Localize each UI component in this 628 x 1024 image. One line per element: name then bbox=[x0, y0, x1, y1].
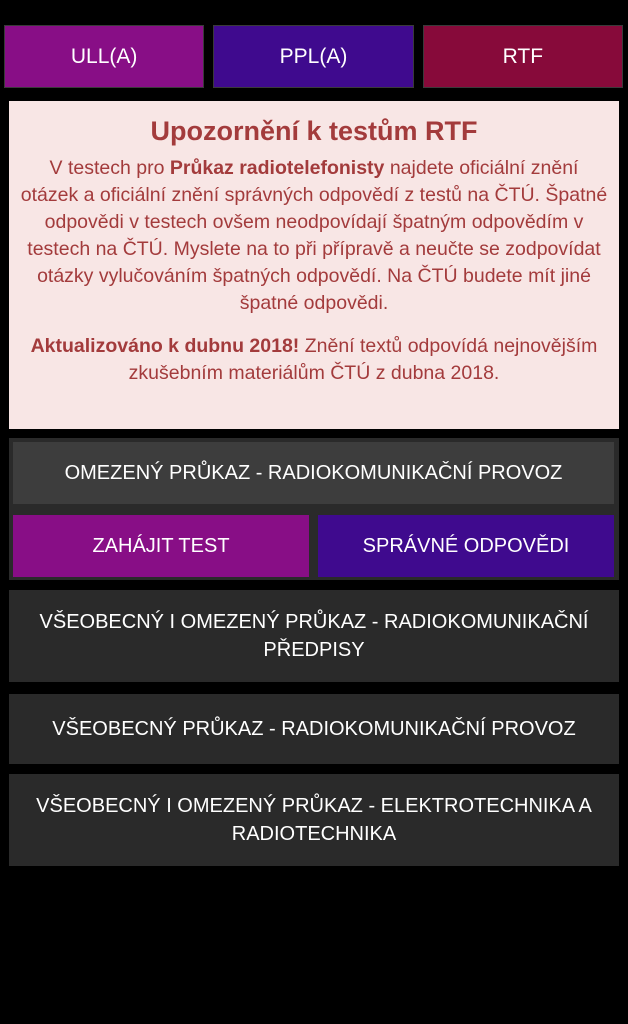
section-header-omezeny-provoz[interactable]: OMEZENÝ PRŮKAZ - RADIOKOMUNIKAČNÍ PROVOZ bbox=[13, 442, 614, 504]
tab-ppl-a[interactable]: PPL(A) bbox=[213, 25, 413, 88]
notice-title: Upozornění k testům RTF bbox=[150, 116, 478, 146]
list-item-predpisy[interactable]: VŠEOBECNÝ I OMEZENÝ PRŮKAZ - RADIOKOMUNIKAČNÍ PŘEDPISY bbox=[9, 590, 619, 682]
notice-body bbox=[19, 155, 609, 317]
start-test-button[interactable]: ZAHÁJIT TEST bbox=[13, 515, 309, 577]
notice-body-text-start: V testech pro bbox=[49, 157, 170, 179]
section-actions bbox=[13, 515, 614, 577]
rtf-notice-panel bbox=[9, 101, 619, 429]
tab-ull-a[interactable]: ULL(A) bbox=[4, 25, 204, 88]
correct-answers-button[interactable]: SPRÁVNÉ ODPOVĚDI bbox=[318, 515, 614, 577]
tab-rtf[interactable]: RTF bbox=[423, 25, 623, 88]
list-item-elektrotechnika[interactable]: VŠEOBECNÝ I OMEZENÝ PRŮKAZ - ELEKTROTECHNIKA A RADIOTECHNIKA bbox=[9, 774, 619, 866]
notice-update-highlight: Aktualizováno k dubnu 2018! bbox=[30, 335, 300, 357]
list-item-vseobecny-provoz[interactable]: VŠEOBECNÝ PRŮKAZ - RADIOKOMUNIKAČNÍ PROVOZ bbox=[9, 694, 619, 764]
notice-body-text-end: najdete oficiální znění otázek a oficiální znění správných odpovědí z testů na ČTÚ. Špatné odpovědi v testech ovšem neodpovídají špatným odpovědím v testech na ČTÚ. Myslete na to při přípravě a neučte se zodpovídat otázky vylučováním špatných odpovědí. Na ČTÚ budete mít jiné špatné odpovědi. bbox=[20, 157, 608, 314]
notice-body-highlight: Průkaz radiotelefonisty bbox=[169, 157, 385, 179]
license-tabs bbox=[4, 25, 623, 88]
notice-update-text: Znění textů odpovídá nejnovějším zkušebním materiálům ČTÚ z dubna 2018. bbox=[128, 335, 598, 384]
notice-update bbox=[19, 333, 609, 387]
